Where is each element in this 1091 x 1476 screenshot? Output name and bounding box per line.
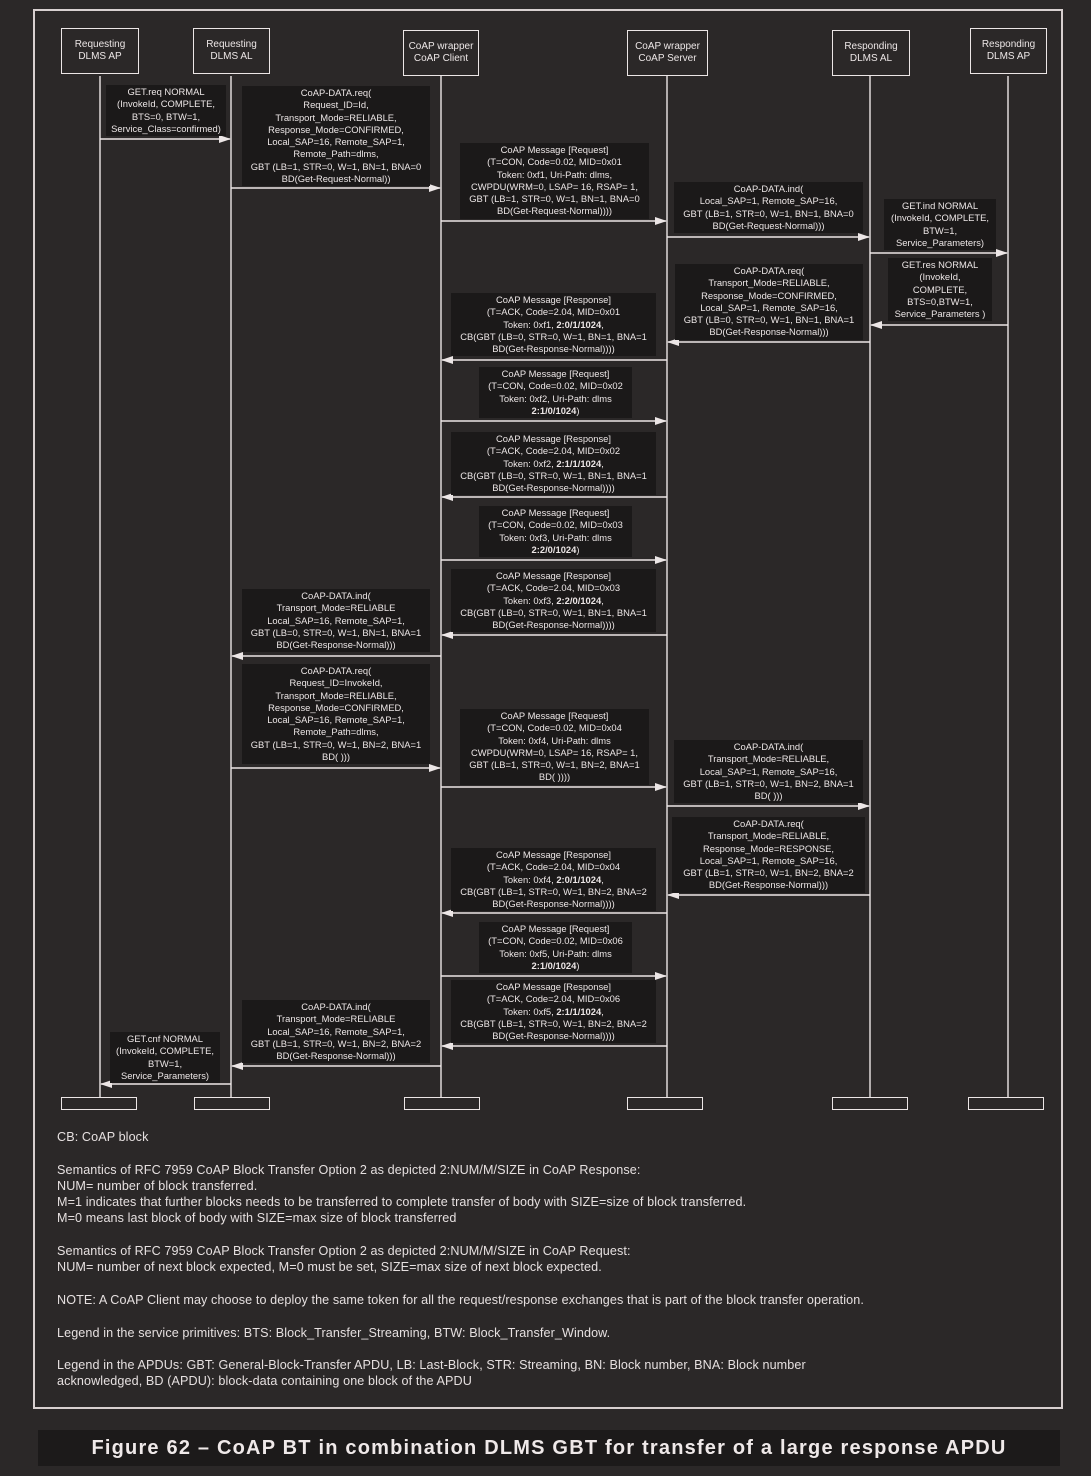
- message-label-17: CoAP Message [Response] (T=ACK, Code=2.04, MID=0x04 Token: 0xf4, 2:0/1/1024, CB(GBT (LB=1, STR=0, W=1, BN=2, BNA=2 BD(Get-Response-Normal)))): [451, 848, 656, 911]
- message-label-4: GET.ind NORMAL (InvokeId, COMPLETE, BTW=1, Service_Parameters): [884, 199, 996, 250]
- message-label-9: CoAP Message [Response] (T=ACK, Code=2.04, MID=0x02 Token: 0xf2, 2:1/1/1024, CB(GBT (LB=0, STR=0, W=1, BN=1, BNA=1 BD(Get-Response-Normal)))): [451, 432, 656, 495]
- message-label-3: CoAP-DATA.ind( Local_SAP=1, Remote_SAP=16, GBT (LB=1, STR=0, W=1, BN=1, BNA=0 BD(Get-Request-Normal))): [674, 182, 863, 233]
- message-label-21: GET.cnf NORMAL (InvokeId, COMPLETE, BTW=1, Service_Parameters): [110, 1032, 220, 1083]
- note-token: NOTE: A CoAP Client may choose to deploy the same token for all the request/response exchanges that is part of the block transfer operation.: [57, 1292, 864, 1307]
- figure-caption: Figure 62 – CoAP BT in combination DLMS GBT for transfer of a large response APDU: [38, 1430, 1060, 1466]
- entity-foot-4: [832, 1097, 908, 1110]
- message-label-14: CoAP Message [Request] (T=CON, Code=0.02, MID=0x04 Token: 0xf4, Uri-Path: dlms CWPDU(WRM=0, LSAP= 16, RSAP= 1, GBT (LB=1, STR=0, W=1, BN=2, BNA=1 BD( )))): [460, 709, 649, 785]
- message-label-16: CoAP-DATA.req( Transport_Mode=RELIABLE, Response_Mode=RESPONSE, Local_SAP=1, Remote_SAP=16, GBT (LB=1, STR=0, W=1, BN=2, BNA=2 BD(Get-Response-Normal))): [672, 817, 865, 893]
- notes: [57, 1129, 1047, 1406]
- entity-foot-0: [61, 1097, 137, 1110]
- message-label-15: CoAP-DATA.ind( Transport_Mode=RELIABLE, Local_SAP=1, Remote_SAP=16, GBT (LB=1, STR=0, W=1, BN=2, BNA=1 BD( ))): [674, 740, 863, 803]
- message-label-11: CoAP Message [Response] (T=ACK, Code=2.04, MID=0x03 Token: 0xf3, 2:2/0/1024, CB(GBT (LB=0, STR=0, W=1, BN=1, BNA=1 BD(Get-Response-Normal)))): [451, 569, 656, 632]
- entity-head-5: Responding DLMS AP: [970, 28, 1047, 74]
- message-label-19: CoAP Message [Response] (T=ACK, Code=2.04, MID=0x06 Token: 0xf5, 2:1/1/1024, CB(GBT (LB=1, STR=0, W=1, BN=2, BNA=2 BD(Get-Response-Normal)))): [451, 980, 656, 1043]
- message-label-2: CoAP Message [Request] (T=CON, Code=0.02, MID=0x01 Token: 0xf1, Uri-Path: dlms, CWPDU(WRM=0, LSAP= 16, RSAP= 1, GBT (LB=1, STR=0, W=1, BN=1, BNA=0 BD(Get-Request-Normal)))): [460, 143, 649, 219]
- entity-head-1: Requesting DLMS AL: [193, 28, 270, 74]
- message-label-7: CoAP Message [Response] (T=ACK, Code=2.04, MID=0x01 Token: 0xf1, 2:0/1/1024, CB(GBT (LB=0, STR=0, W=1, BN=1, BNA=1 BD(Get-Response-Normal)))): [451, 293, 656, 356]
- entity-head-2: CoAP wrapper CoAP Client: [403, 30, 479, 76]
- entity-foot-2: [404, 1097, 480, 1110]
- message-label-5: GET.res NORMAL (InvokeId, COMPLETE, BTS=0,BTW=1, Service_Parameters ): [888, 258, 992, 321]
- message-label-10: CoAP Message [Request] (T=CON, Code=0.02, MID=0x03 Token: 0xf3, Uri-Path: dlms 2:2/0/1024): [479, 506, 632, 557]
- note-cb: CB: CoAP block: [57, 1130, 149, 1144]
- message-label-18: CoAP Message [Request] (T=CON, Code=0.02, MID=0x06 Token: 0xf5, Uri-Path: dlms 2:1/0/1024): [479, 922, 632, 973]
- legend-apdus: Legend in the APDUs: GBT: General-Block-Transfer APDU, LB: Last-Block, STR: Streaming, BN: Block number, BNA: Block number acknowledged, BD (APDU): block-data containing one block of the APDU: [57, 1358, 806, 1389]
- message-label-6: CoAP-DATA.req( Transport_Mode=RELIABLE, Response_Mode=CONFIRMED, Local_SAP=1, Remote_SAP=16, GBT (LB=0, STR=0, W=1, BN=1, BNA=1 BD(Get-Response-Normal))): [675, 264, 863, 340]
- message-label-20: CoAP-DATA.ind( Transport_Mode=RELIABLE Local_SAP=16, Remote_SAP=1, GBT (LB=1, STR=0, W=1, BN=2, BNA=2 BD(Get-Response-Normal))): [242, 1000, 430, 1063]
- message-label-13: CoAP-DATA.req( Request_ID=InvokeId, Transport_Mode=RELIABLE, Response_Mode=CONFIRMED, Local_SAP=16, Remote_SAP=1, Remote_Path=dlms, GBT (LB=1, STR=0, W=1, BN=2, BNA=1 BD( ))): [242, 664, 430, 764]
- message-label-8: CoAP Message [Request] (T=CON, Code=0.02, MID=0x02 Token: 0xf2, Uri-Path: dlms 2:1/0/1024): [479, 367, 632, 418]
- message-label-1: CoAP-DATA.req( Request_ID=Id, Transport_Mode=RELIABLE, Response_Mode=CONFIRMED, Local_SAP=16, Remote_SAP=1, Remote_Path=dlms, GBT (LB=1, STR=0, W=1, BN=1, BNA=0 BD(Get-Request-Normal)): [242, 86, 430, 186]
- note-request-semantics: Semantics of RFC 7959 CoAP Block Transfer Option 2 as depicted 2:NUM/M/SIZE in CoAP Request: NUM= number of next block expected, M=0 must be set, SIZE=max size of next block expected.: [57, 1244, 631, 1275]
- entity-head-3: CoAP wrapper CoAP Server: [627, 30, 708, 76]
- message-label-12: CoAP-DATA.ind( Transport_Mode=RELIABLE Local_SAP=16, Remote_SAP=1, GBT (LB=0, STR=0, W=1, BN=1, BNA=1 BD(Get-Response-Normal))): [242, 589, 430, 652]
- entity-head-4: Responding DLMS AL: [832, 30, 910, 76]
- entity-foot-5: [968, 1097, 1044, 1110]
- entity-foot-1: [194, 1097, 270, 1110]
- entity-foot-3: [627, 1097, 703, 1110]
- note-response-semantics: Semantics of RFC 7959 CoAP Block Transfer Option 2 as depicted 2:NUM/M/SIZE in CoAP Response: NUM= number of block transferred. M=1 indicates that further blocks needs to be transferred to complete transfer of body with SIZE=size of block transferred. M=0 means last block of body with SIZE=max size of block transferred: [57, 1162, 747, 1226]
- entity-head-0: Requesting DLMS AP: [61, 28, 139, 74]
- legend-service-primitives: Legend in the service primitives: BTS: Block_Transfer_Streaming, BTW: Block_Transfer_Window.: [57, 1325, 611, 1340]
- message-label-0: GET.req NORMAL (InvokeId, COMPLETE, BTS=0, BTW=1, Service_Class=confirmed): [106, 85, 226, 136]
